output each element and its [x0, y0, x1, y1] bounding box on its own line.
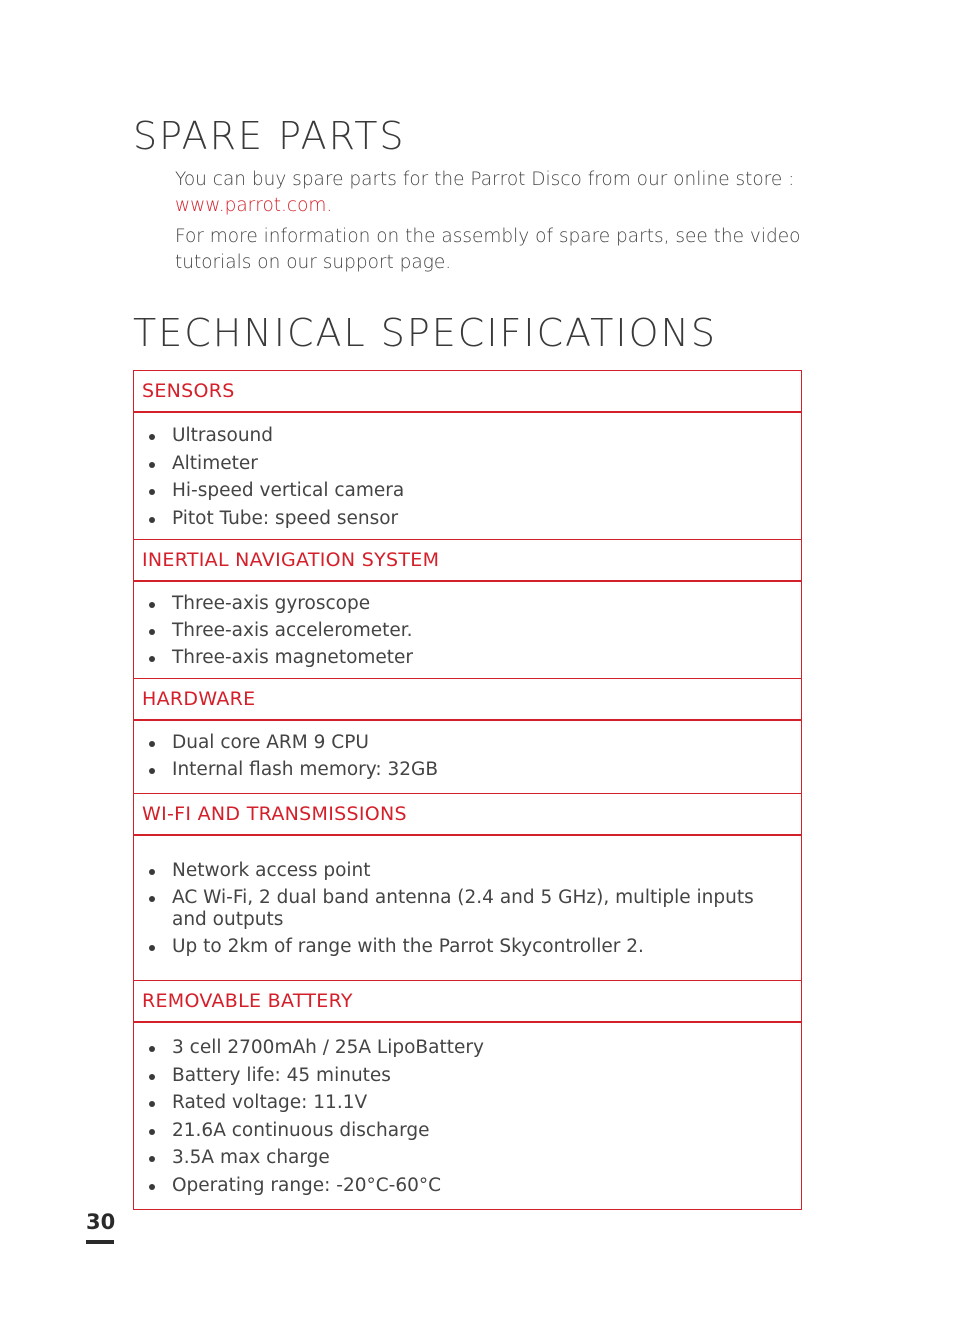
battery-list [134, 1037, 801, 1202]
list-item: Up to 2km of range with the Parrot Skycontroller 2. [134, 936, 801, 963]
list-item: Pitot Tube: speed sensor [134, 508, 801, 536]
spare-parts-paragraph [175, 167, 815, 219]
hardware-list [134, 732, 801, 786]
sensors-list [134, 425, 801, 535]
spec-table [133, 370, 802, 1210]
section-body-battery [134, 1023, 801, 1209]
section-body-sensors [134, 413, 801, 540]
section-body-hardware [134, 721, 801, 794]
tech-specs-title: TECHNICAL SPECIFICATIONS [133, 311, 718, 355]
section-heading-battery: REMOVABLE BATTERY [134, 981, 801, 1023]
list-item: Three-axis accelerometer. [134, 620, 801, 647]
section-heading-hardware: HARDWARE [134, 679, 801, 721]
section-heading-inertial-navigation: INERTIAL NAVIGATION SYSTEM [134, 540, 801, 582]
list-item: Three-axis magnetometer [134, 647, 801, 674]
list-item: Internal flash memory: 32GB [134, 759, 801, 786]
list-item: Network access point [134, 860, 801, 887]
list-item: 21.6A continuous discharge [134, 1120, 801, 1148]
page-number: 30 [86, 1210, 116, 1234]
list-item: 3.5A max charge [134, 1147, 801, 1175]
section-heading-wifi: WI-FI AND TRANSMISSIONS [134, 794, 801, 836]
parrot-store-link[interactable]: www.parrot.com. [175, 195, 333, 216]
list-item: Three-axis gyroscope [134, 593, 801, 620]
list-item: Operating range: -20°C-60°C [134, 1175, 801, 1203]
section-body-wifi [134, 836, 801, 981]
list-item: Battery life: 45 minutes [134, 1065, 801, 1093]
section-heading-sensors: SENSORS [134, 371, 801, 413]
list-item: Dual core ARM 9 CPU [134, 732, 801, 759]
list-item: Rated voltage: 11.1V [134, 1092, 801, 1120]
page-number-underline [86, 1240, 114, 1244]
inertial-navigation-list [134, 593, 801, 674]
list-item: Altimeter [134, 453, 801, 481]
support-paragraph: For more information on the assembly of spare parts, see the video tutorials on our support page. [175, 226, 801, 273]
spare-parts-text: You can buy spare parts for the Parrot Disco from our online store : [175, 169, 795, 190]
spare-parts-title: SPARE PARTS [133, 114, 406, 158]
list-item: Hi-speed vertical camera [134, 480, 801, 508]
wifi-list [134, 860, 801, 963]
section-body-inertial-navigation [134, 582, 801, 679]
list-item: 3 cell 2700mAh / 25A LipoBattery [134, 1037, 801, 1065]
list-item: AC Wi-Fi, 2 dual band antenna (2.4 and 5 GHz), multiple inputs and outputs [134, 887, 772, 936]
list-item: Ultrasound [134, 425, 801, 453]
